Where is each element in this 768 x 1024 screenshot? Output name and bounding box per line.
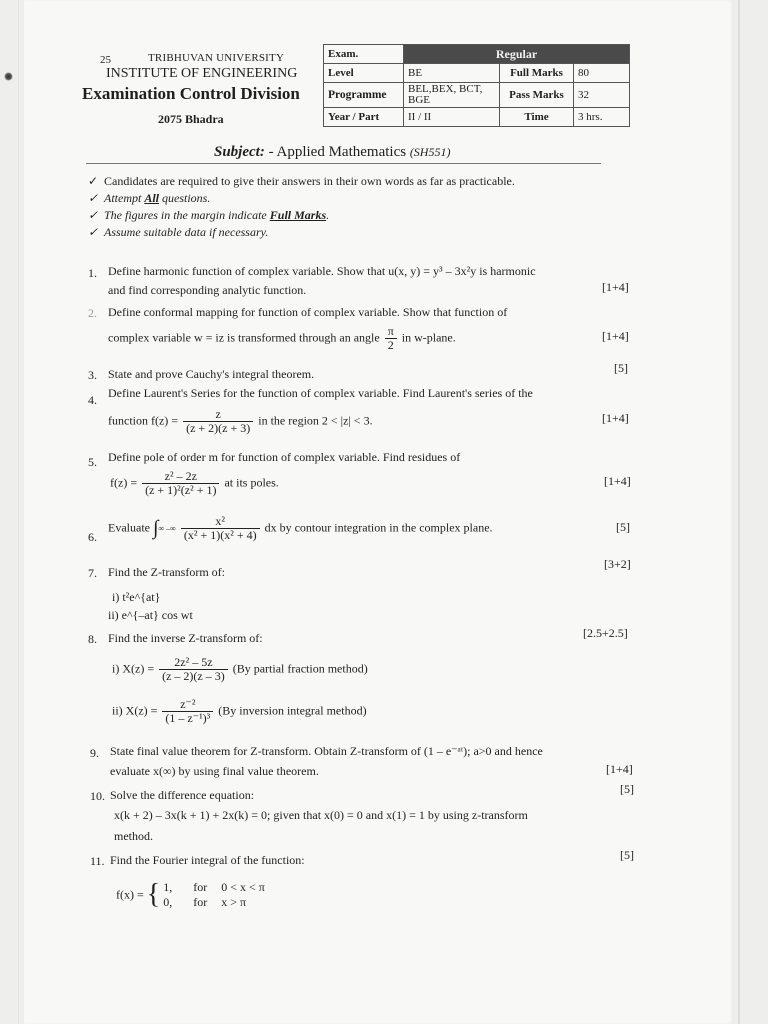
q7-line1: Find the Z-transform of: xyxy=(108,565,225,579)
exam-label: Exam. xyxy=(324,45,404,64)
time-value: 3 hrs. xyxy=(574,108,630,127)
level-label: Level xyxy=(324,64,404,83)
checkmark-icon: ✓ xyxy=(88,225,99,239)
checkmark-icon: ✓ xyxy=(88,191,99,205)
q8-marks: [2.5+2.5] xyxy=(583,626,628,640)
q11-marks: [5] xyxy=(620,848,634,862)
page-edge-right xyxy=(738,0,740,1024)
q1-marks: [1+4] xyxy=(602,280,629,294)
year-part-value: II / II xyxy=(404,108,500,127)
q2-line1: Define conformal mapping for function of complex variable. Show that function of xyxy=(108,305,508,319)
q8-part-ii: ii) X(z) = $\frac{\text{z⁻²}}{\text{(1 – z⁻¹)³}}$ (By inversion integral method) xyxy=(112,697,367,725)
q1-number: 1. xyxy=(88,266,97,280)
q10-marks: [5] xyxy=(620,782,634,796)
q8-part-i: i) X(z) = $\frac{\text{2z² – 5z}}{(z - 2)(z - 3)}$ (By partial fraction method) xyxy=(112,655,368,683)
ink-blot xyxy=(4,72,13,81)
q5-line1: Define pole of order m for function of complex variable. Find residues of xyxy=(108,450,461,464)
q1-line2: and find corresponding analytic function. xyxy=(108,283,307,297)
q6-number: 6. xyxy=(88,530,97,544)
q3-number: 3. xyxy=(88,368,97,382)
q4-number: 4. xyxy=(88,393,97,407)
time-label: Time xyxy=(500,108,574,127)
q5-marks: [1+4] xyxy=(604,474,631,488)
q6-line1: Evaluate ∫∞ –∞ $\frac{\text{x²}}{\text{(x² + 1)(x² + 4)}}$ dx by contour integration in the complex plane. xyxy=(108,514,493,542)
q10-number: 10. xyxy=(90,789,105,803)
q9-line2: evaluate x(∞) by using final value theorem. xyxy=(110,764,319,778)
q7-part-ii: ii) e^{–at} cos wt xyxy=(108,608,193,622)
instruction-item: ✓ Attempt All questions. xyxy=(88,191,211,205)
subject-divider xyxy=(86,163,601,164)
q10-line2: x(k + 2) – 3x(k + 1) + 2x(k) = 0; given that x(0) = 0 and x(1) = 1 by using z-transform xyxy=(114,808,528,822)
q8-number: 8. xyxy=(88,632,97,646)
q3-line1: State and prove Cauchy's integral theorem. xyxy=(108,367,315,381)
q11-piecewise: f(x) = { 1, for 0 < x < π 0, for x > π xyxy=(116,879,265,910)
q6-marks: [5] xyxy=(616,520,630,534)
q3-marks: [5] xyxy=(614,361,628,375)
full-marks-value: 80 xyxy=(574,64,630,83)
year-part-label: Year / Part xyxy=(324,108,404,127)
q9-line1: State final value theorem for Z-transform. Obtain Z-transform of (1 – e⁻ᵃᵗ); a>0 and hence xyxy=(110,744,543,758)
pass-marks-label: Pass Marks xyxy=(500,83,574,108)
brace-icon: { xyxy=(146,879,161,910)
q8-line1: Find the inverse Z-transform of: xyxy=(108,631,263,645)
instruction-item: ✓ Assume suitable data if necessary. xyxy=(88,225,269,239)
q11-line1: Find the Fourier integral of the function: xyxy=(110,853,305,867)
q2-line2: complex variable w = iz is transformed through an angle $\frac{\pi}{2}$ in w-plane. xyxy=(108,324,456,352)
level-value: BE xyxy=(404,64,500,83)
division-name: Examination Control Division xyxy=(82,84,300,103)
q11-number: 11. xyxy=(90,854,105,868)
q2-marks: [1+4] xyxy=(602,329,629,343)
full-marks-label: Full Marks xyxy=(500,64,574,83)
university-name: TRIBHUVAN UNIVERSITY xyxy=(148,52,285,64)
exam-value: Regular xyxy=(404,45,630,64)
q1-line1: Define harmonic function of complex variable. Show that u(x, y) = y³ – 3x²y is harmonic xyxy=(108,264,536,278)
exam-info-table xyxy=(323,44,630,127)
institute-name: INSTITUTE OF ENGINEERING xyxy=(106,66,298,81)
programme-value: BEL,BEX, BCT, BGE xyxy=(404,83,500,108)
subject-line: Subject: - Applied Mathematics (SH551) xyxy=(214,144,451,160)
q7-part-i: i) t²e^{at} xyxy=(112,590,161,604)
pass-marks-value: 32 xyxy=(574,83,630,108)
instruction-item: ✓ The figures in the margin indicate Full Marks. xyxy=(88,208,330,222)
q4-line2: function f(z) = $\frac{z}{(z + 2)(z + 3)}$ in the region 2 < |z| < 3. xyxy=(108,407,373,435)
q4-marks: [1+4] xyxy=(602,411,629,425)
q4-line1: Define Laurent's Series for the function of complex variable. Find Laurent's series of the xyxy=(108,386,533,400)
q9-marks: [1+4] xyxy=(606,762,633,776)
instructions-list xyxy=(88,174,515,242)
q5-line2: f(z) = $\frac{\text{z² – 2z}}{\text{(z + 1)²(z² + 1)}}$ at its poles. xyxy=(110,469,279,497)
q10-line1: Solve the difference equation: xyxy=(110,788,255,802)
page-edge-left xyxy=(18,0,19,1024)
q2-number: 2. xyxy=(88,306,97,320)
q10-line3: method. xyxy=(114,829,153,843)
page-code: 25 xyxy=(100,54,111,66)
q9-number: 9. xyxy=(90,746,99,760)
checkmark-icon: ✓ xyxy=(88,208,99,222)
instruction-item: ✓ Candidates are required to give their answers in their own words as far as practicable. xyxy=(88,174,515,188)
q5-number: 5. xyxy=(88,455,97,469)
checkmark-icon: ✓ xyxy=(88,174,99,188)
exam-session: 2075 Bhadra xyxy=(158,112,224,126)
q7-marks: [3+2] xyxy=(604,557,631,571)
q7-number: 7. xyxy=(88,566,97,580)
programme-label: Programme xyxy=(324,83,404,108)
